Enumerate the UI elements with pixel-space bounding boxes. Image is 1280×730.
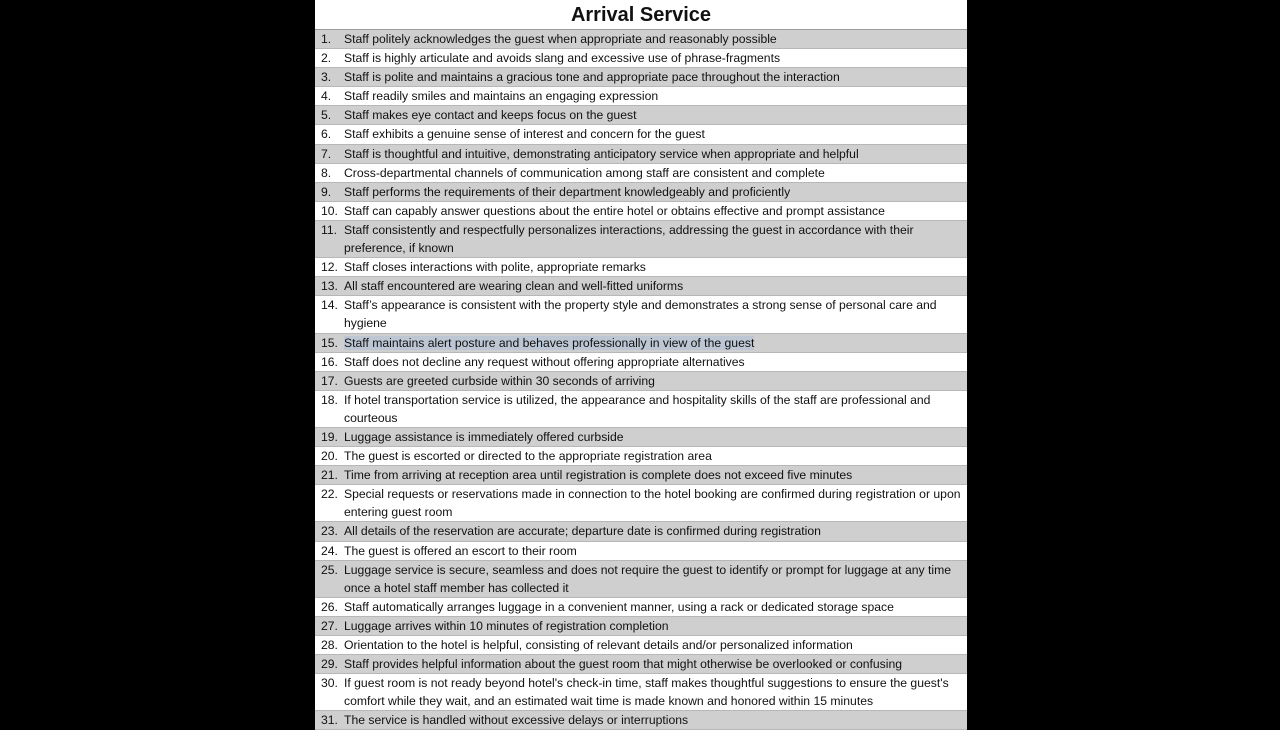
item-number: 6.: [321, 127, 332, 142]
item-number: 26.: [321, 599, 338, 614]
item-text: Staff maintains alert posture and behaves professionally in view of the guest: [344, 335, 755, 350]
item-text: Staff is highly articulate and avoids slang and excessive use of phrase-fragments: [344, 51, 781, 66]
item-text: Staff performs the requirements of their department knowledgeably and proficiently: [344, 184, 791, 199]
checklist-row: [315, 674, 967, 711]
checklist-row: [315, 125, 967, 144]
checklist-row: [315, 561, 967, 598]
item-number: 4.: [321, 89, 332, 104]
item-text: Staff is polite and maintains a gracious tone and appropriate pace throughout the interaction: [344, 70, 840, 85]
item-number: 19.: [321, 429, 338, 444]
item-number: 12.: [321, 260, 338, 275]
checklist-row: [315, 598, 967, 617]
item-text: The guest is offered an escort to their room: [344, 543, 577, 558]
checklist-row: [315, 522, 967, 541]
item-number: 22.: [321, 487, 338, 502]
sheet-title: Arrival Service: [315, 0, 967, 30]
item-text: If hotel transportation service is utilized, the appearance and hospitality skills of the staff are professional and courteous: [344, 392, 931, 425]
item-number: 17.: [321, 373, 338, 388]
checklist-row: [315, 636, 967, 655]
item-text: Staff consistently and respectfully personalizes interactions, addressing the guest in accordance with their preference, if known: [344, 222, 914, 256]
item-number: 10.: [321, 203, 338, 218]
item-text: Staff automatically arranges luggage in a convenient manner, using a rack or dedicated storage space: [344, 599, 894, 614]
item-number: 15.: [321, 335, 338, 350]
item-number: 9.: [321, 184, 332, 199]
checklist-row: [315, 68, 967, 87]
item-number: 20.: [321, 449, 338, 464]
item-text: Staff closes interactions with polite, appropriate remarks: [344, 260, 646, 275]
checklist-row: [315, 49, 967, 68]
checklist-row: [315, 485, 967, 522]
checklist: [315, 30, 967, 730]
item-text: Luggage service is secure, seamless and does not require the guest to identify or prompt for luggage at any time once a hotel staff member has collected it: [344, 562, 952, 595]
checklist-row: [315, 655, 967, 674]
item-text: The service is handled without excessive delays or interruptions: [344, 713, 689, 728]
checklist-row: [315, 258, 967, 277]
item-number: 5.: [321, 108, 332, 123]
item-text: Staff is thoughtful and intuitive, demonstrating anticipatory service when appropriate and helpful: [344, 146, 859, 161]
item-number: 28.: [321, 638, 338, 652]
checklist-row: [315, 145, 967, 164]
item-number: 16.: [321, 354, 338, 369]
item-number: 29.: [321, 657, 338, 672]
checklist-row: [315, 447, 967, 466]
item-number: 3.: [321, 70, 332, 85]
item-text: Staff’s appearance is consistent with the property style and demonstrates a strong sense of personal care and hygiene: [344, 298, 937, 331]
item-text: If guest room is not ready beyond hotel's check-in time, staff makes thoughtful suggestions to ensure the guest's comfort while they wait, and an estimated wait time is made known and honored within 15 minutes: [344, 676, 949, 709]
item-number: 7.: [321, 146, 332, 161]
checklist-row: [315, 334, 967, 353]
item-text: Guests are greeted curbside within 30 seconds of arriving: [344, 373, 655, 388]
checklist-row: [315, 87, 967, 106]
item-number: 8.: [321, 165, 332, 180]
checklist-row: [315, 353, 967, 372]
item-number: 11.: [321, 222, 338, 237]
item-number: 30.: [321, 676, 338, 691]
item-text: Luggage assistance is immediately offered curbside: [344, 429, 624, 444]
item-text: Cross-departmental channels of communication among staff are consistent and complete: [344, 165, 825, 180]
item-text: Staff provides helpful information about the guest room that might otherwise be overlooked or confusing: [344, 657, 903, 672]
checklist-row: [315, 711, 967, 730]
item-text: Staff can capably answer questions about the entire hotel or obtains effective and prompt assistance: [344, 203, 885, 218]
checklist-row: [315, 106, 967, 125]
item-text: Orientation to the hotel is helpful, consisting of relevant details and/or personalized information: [344, 638, 853, 652]
checklist-row: [315, 617, 967, 636]
item-number: 21.: [321, 468, 338, 483]
checklist-row: [315, 30, 967, 49]
checklist-row: [315, 428, 967, 447]
item-text: Staff makes eye contact and keeps focus on the guest: [344, 108, 637, 123]
checklist-row: [315, 164, 967, 183]
item-number: 23.: [321, 524, 338, 539]
checklist-row: [315, 202, 967, 221]
item-number: 25.: [321, 562, 338, 577]
item-text: All staff encountered are wearing clean and well-fitted uniforms: [344, 279, 684, 294]
checklist-sheet: [315, 0, 967, 728]
item-text: Staff does not decline any request without offering appropriate alternatives: [344, 354, 745, 369]
item-text: The guest is escorted or directed to the appropriate registration area: [344, 449, 712, 464]
checklist-row: [315, 466, 967, 485]
item-text: Staff exhibits a genuine sense of interest and concern for the guest: [344, 127, 705, 142]
item-text: Staff readily smiles and maintains an engaging expression: [344, 89, 659, 104]
item-number: 13.: [321, 279, 338, 294]
item-text: Special requests or reservations made in connection to the hotel booking are confirmed during registration or upon entering guest room: [344, 487, 961, 520]
checklist-row: [315, 391, 967, 428]
item-number: 31.: [321, 713, 338, 728]
item-text: Luggage arrives within 10 minutes of registration completion: [344, 618, 669, 633]
item-number: 18.: [321, 392, 338, 407]
item-number: 1.: [321, 32, 332, 46]
checklist-row: [315, 183, 967, 202]
item-number: 14.: [321, 298, 338, 313]
item-number: 2.: [321, 51, 332, 66]
item-text: Time from arriving at reception area until registration is complete does not exceed five minutes: [344, 468, 853, 483]
checklist-row: [315, 542, 967, 561]
checklist-row: [315, 296, 967, 333]
checklist-row: [315, 277, 967, 296]
checklist-row: [315, 372, 967, 391]
item-text: Staff politely acknowledges the guest when appropriate and reasonably possible: [344, 32, 777, 46]
item-text: All details of the reservation are accurate; departure date is confirmed during registration: [344, 524, 821, 539]
checklist-row: [315, 221, 967, 258]
item-number: 27.: [321, 618, 338, 633]
item-number: 24.: [321, 543, 338, 558]
